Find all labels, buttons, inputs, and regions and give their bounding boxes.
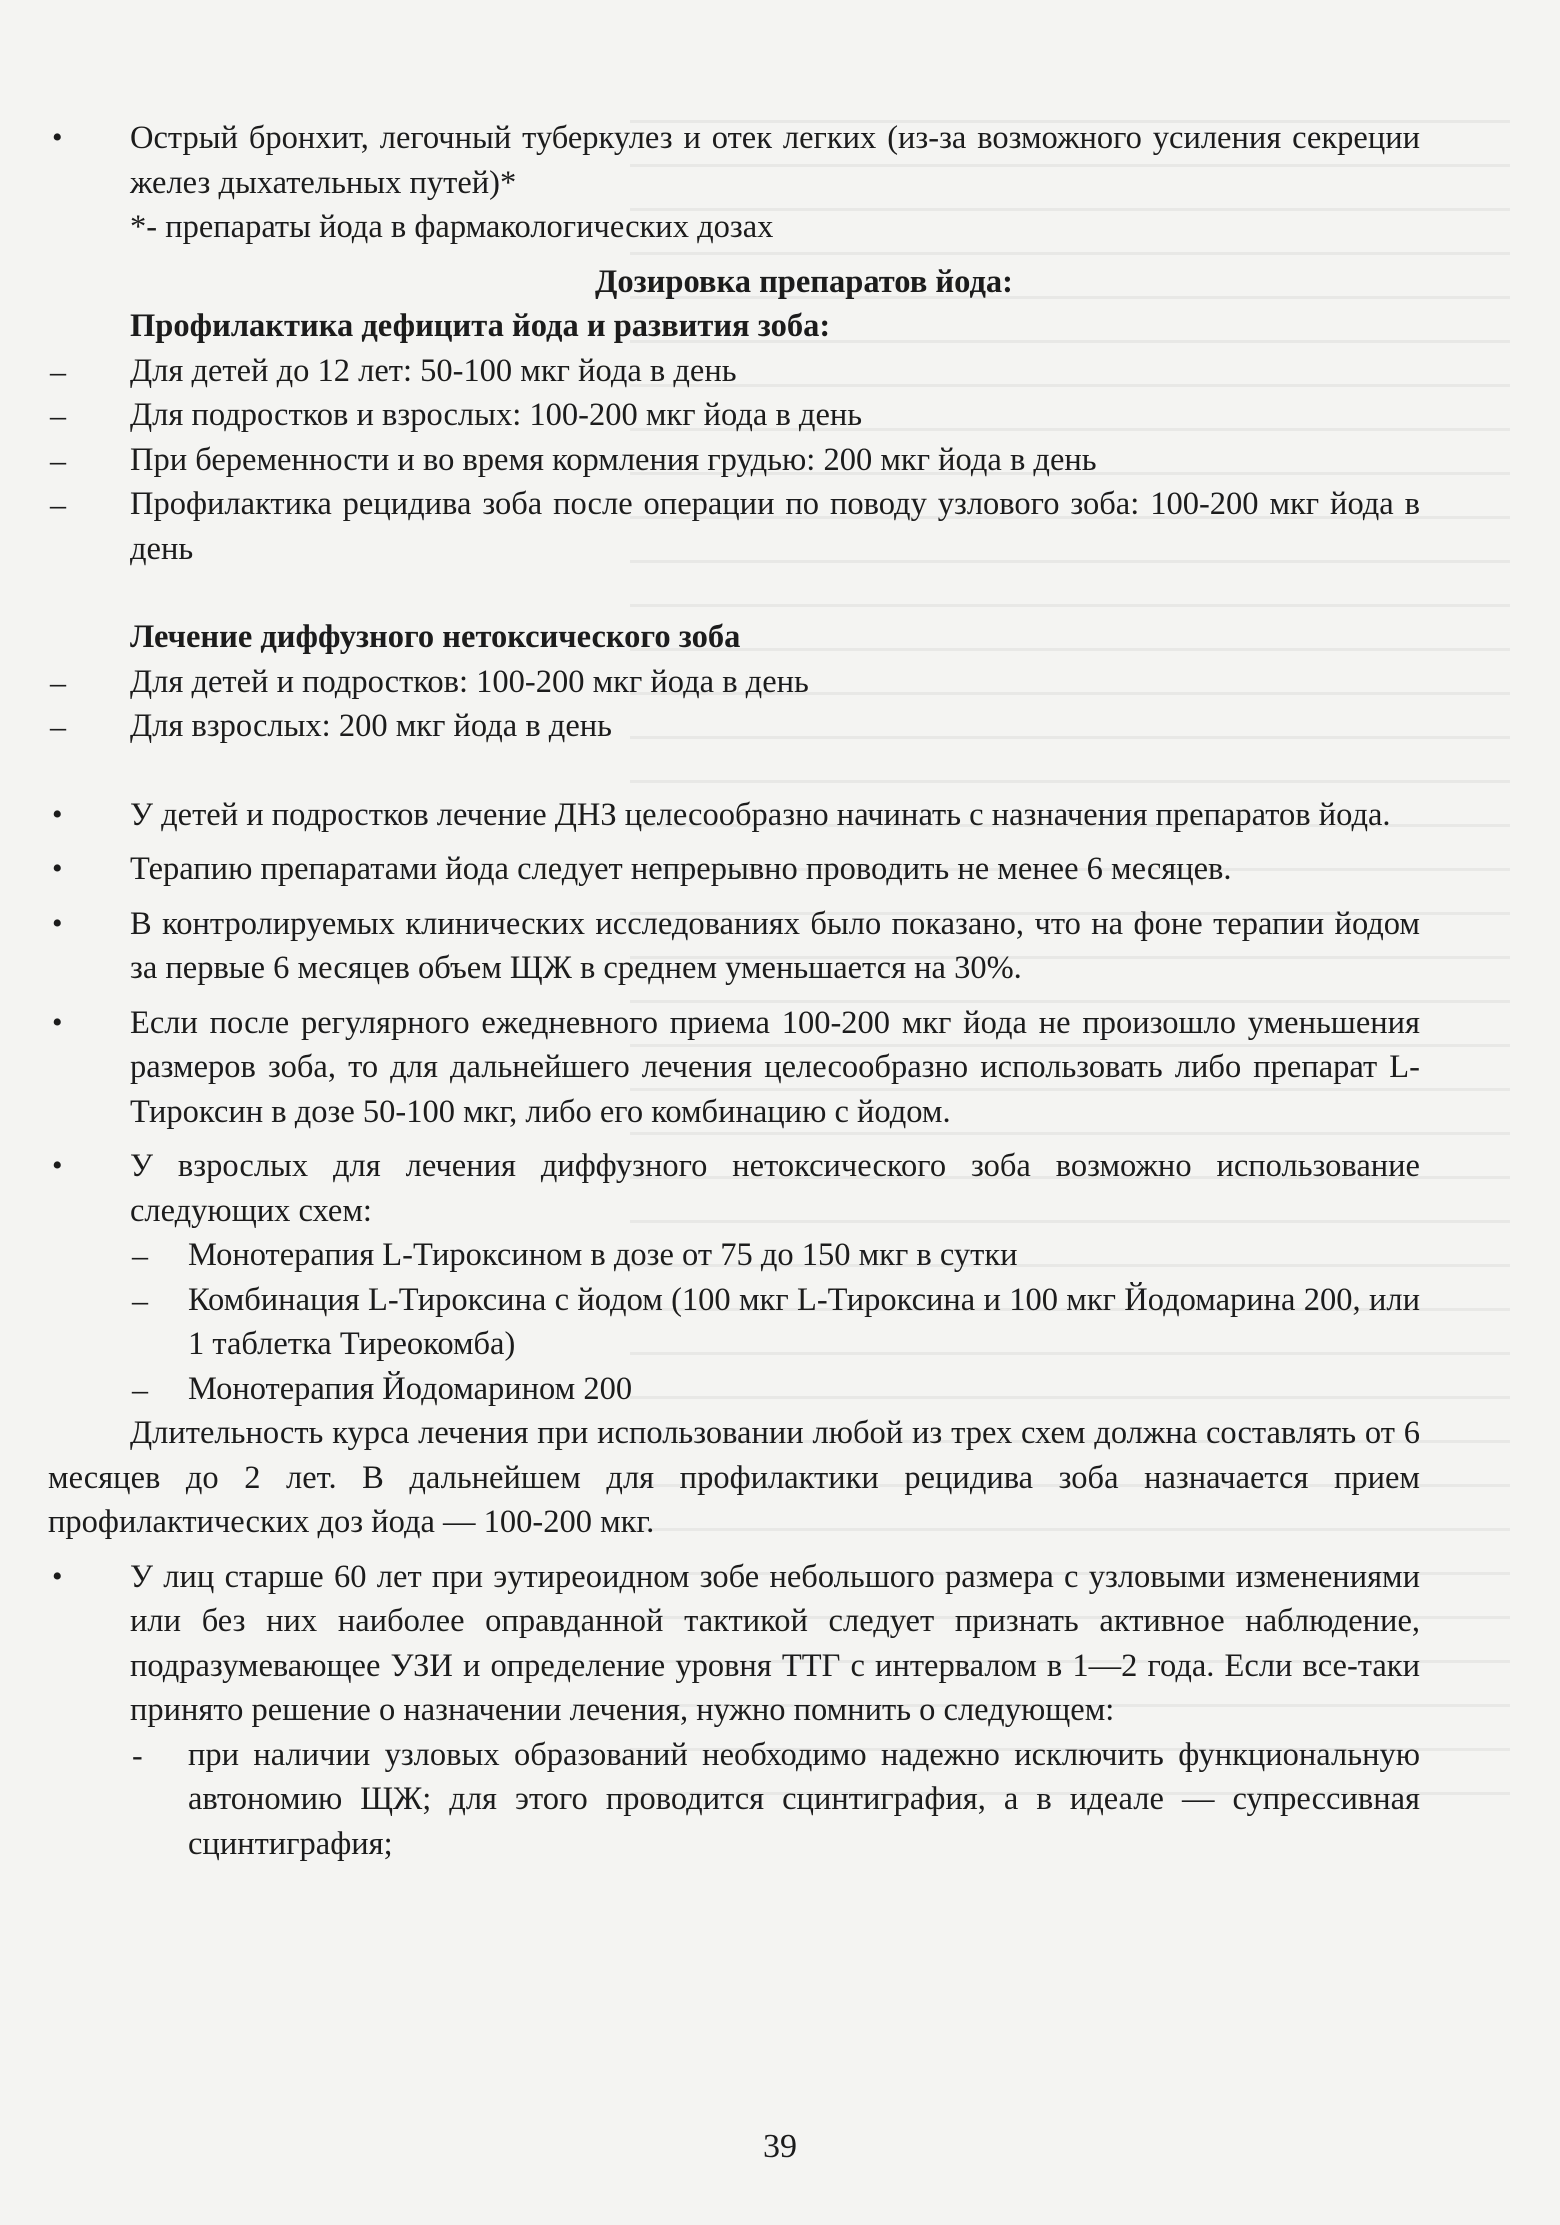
list-item bbox=[48, 482, 1420, 571]
dash-marker: – bbox=[50, 708, 66, 744]
dash-marker: – bbox=[132, 1237, 148, 1273]
list-item-text: У лиц старше 60 лет при эутиреоидном зобе небольшого размера с узловыми изменениями или без них наиболее оправданной тактикой следует признать активное наблюдение, подразумевающее УЗИ и определение уровня ТТГ с интервалом в 1—2 года. Если все-таки принято решение о назначении лечения, нужно помнить о следующем: bbox=[130, 1558, 1420, 1728]
footnote: *- препараты йода в фармакологических дозах bbox=[130, 209, 774, 245]
bullet-marker: • bbox=[52, 797, 63, 831]
list-item-text: Терапию препаратами йода следует непрерывно проводить не менее 6 месяцев. bbox=[130, 851, 1232, 887]
subsection-heading: Профилактика дефицита йода и развития зоба: bbox=[130, 308, 831, 344]
section-heading: Дозировка препаратов йода: bbox=[595, 263, 1013, 300]
list-item bbox=[48, 793, 1420, 838]
sub-list-item bbox=[48, 1733, 1420, 1867]
dash-marker: – bbox=[50, 441, 66, 478]
page-content bbox=[48, 116, 1420, 1866]
dash-marker: – bbox=[50, 663, 66, 700]
list-item bbox=[48, 349, 1420, 394]
scheme-item-text: Комбинация L-Тироксина с йодом (100 мкг L-Тироксина и 100 мкг Йодомарина 200, или 1 таблетка Тиреокомба) bbox=[188, 1281, 1420, 1362]
list-item-text: У взрослых для лечения диффузного нетоксического зоба возможно использование следующих схем: bbox=[130, 1148, 1420, 1229]
hyphen-marker: - bbox=[132, 1736, 143, 1773]
list-item-text: Для взрослых: 200 мкг йода в день bbox=[130, 708, 612, 744]
bullet-marker: • bbox=[52, 1559, 63, 1593]
list-item-text: Для детей и подростков: 100-200 мкг йода в день bbox=[130, 663, 809, 700]
list-item-text: Для подростков и взрослых: 100-200 мкг йода в день bbox=[130, 397, 863, 433]
dash-marker: – bbox=[132, 1370, 148, 1407]
bullet-marker: • bbox=[52, 852, 63, 885]
dash-marker: – bbox=[50, 397, 66, 433]
list-item-text: Острый бронхит, легочный туберкулез и отек легких (из-за возможного усиления секреции желез дыхательных путей)* bbox=[130, 120, 1420, 201]
list-item-text: При беременности и во время кормления грудью: 200 мкг йода в день bbox=[130, 441, 1097, 478]
list-item bbox=[48, 393, 1420, 438]
scheme-item bbox=[48, 1278, 1420, 1367]
list-item bbox=[48, 1001, 1420, 1135]
bullet-marker: • bbox=[52, 121, 63, 154]
bullet-marker: • bbox=[52, 1149, 63, 1182]
scheme-item bbox=[48, 1367, 1420, 1412]
list-item-text: Если после регулярного ежедневного приема 100-200 мкг йода не произошло уменьшения размеров зоба, то для дальнейшего лечения целесообразно использовать либо препарат L-Тироксин в дозе 50-100 мкг, либо его комбинацию с йодом. bbox=[130, 1004, 1420, 1130]
list-item-text: В контролируемых клинических исследованиях было показано, что на фоне терапии йодом за первые 6 месяцев объем ЩЖ в среднем уменьшается на 30%. bbox=[130, 905, 1420, 986]
scheme-item-text: Монотерапия Йодомарином 200 bbox=[188, 1370, 633, 1407]
bullet-marker: • bbox=[52, 906, 63, 940]
list-item bbox=[48, 1144, 1420, 1233]
list-item bbox=[48, 438, 1420, 483]
bullet-marker: • bbox=[52, 1005, 63, 1039]
list-item bbox=[48, 1555, 1420, 1733]
list-item bbox=[48, 704, 1420, 749]
list-item bbox=[48, 116, 1420, 205]
list-item bbox=[48, 660, 1420, 705]
list-item bbox=[48, 847, 1420, 892]
list-item-text: Для детей до 12 лет: 50-100 мкг йода в день bbox=[130, 352, 737, 389]
page-number: 39 bbox=[763, 2128, 797, 2165]
list-item-text: Профилактика рецидива зоба после операции по поводу узлового зоба: 100-200 мкг йода в день bbox=[130, 486, 1420, 567]
dash-marker: – bbox=[50, 352, 66, 389]
scheme-item-text: Монотерапия L-Тироксином в дозе от 75 до 150 мкг в сутки bbox=[188, 1237, 1018, 1273]
list-item bbox=[48, 902, 1420, 991]
sub-list-item-text: при наличии узловых образований необходимо надежно исключить функциональную автономию ЩЖ; для этого проводится сцинтиграфия, а в идеале — супрессивная сцинтиграфия; bbox=[188, 1736, 1420, 1862]
body-paragraph: Длительность курса лечения при использовании любой из трех схем должна составлять от 6 месяцев до 2 лет. В дальнейшем для профилактики рецидива зоба назначается прием профилактических доз йода — 100-200 мкг. bbox=[48, 1415, 1420, 1540]
scheme-item bbox=[48, 1233, 1420, 1278]
list-item-text: У детей и подростков лечение ДНЗ целесообразно начинать с назначения препаратов йода. bbox=[130, 796, 1391, 833]
dash-marker: – bbox=[50, 486, 66, 522]
subsection-heading: Лечение диффузного нетоксического зоба bbox=[130, 619, 741, 655]
dash-marker: – bbox=[132, 1281, 148, 1318]
